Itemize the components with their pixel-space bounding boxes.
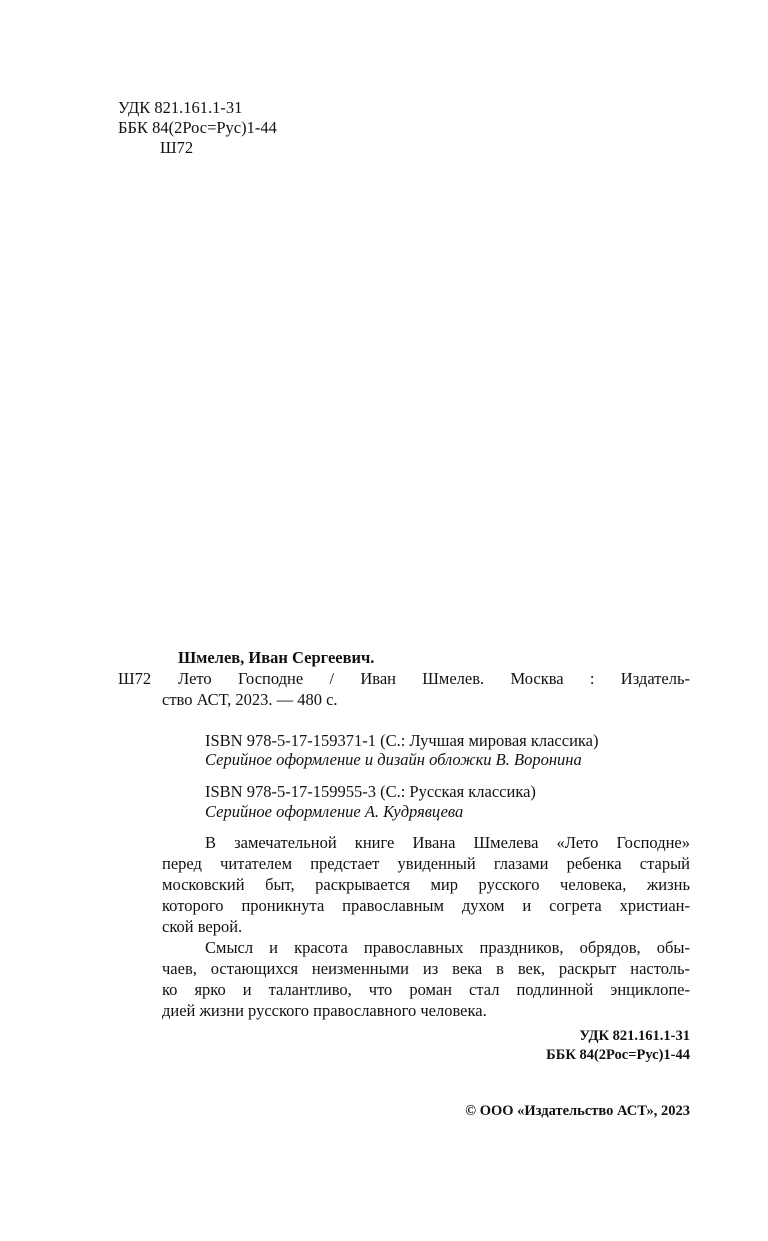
bbk-code-top: ББК 84(2Рос=Рус)1-44 bbox=[118, 118, 277, 137]
annotation-p1-line: перед читателем предстает увиденный глазами ребенка старый bbox=[162, 854, 690, 873]
bbk-code-bottom: ББК 84(2Рос=Рус)1-44 bbox=[546, 1047, 690, 1063]
udk-code-top: УДК 821.161.1-31 bbox=[118, 98, 243, 117]
annotation-p1-line: В замечательной книге Ивана Шмелева «Лето Господне» bbox=[205, 833, 690, 852]
design-credit-2: Серийное оформление А. Кудрявцева bbox=[205, 802, 464, 821]
annotation-p1-line: московский быт, раскрывается мир русского человека, жизнь bbox=[162, 875, 690, 894]
author-heading: Шмелев, Иван Сергеевич. bbox=[178, 648, 375, 667]
annotation-p2-line: ко ярко и талантливо, что роман стал подлинной энциклопе- bbox=[162, 980, 690, 999]
annotation-p2-line: дией жизни русского православного человека. bbox=[162, 1001, 487, 1020]
title-line-1: Лето Господне / Иван Шмелев. Москва : Издатель- bbox=[178, 669, 690, 688]
annotation-p1-line: которого проникнута православным духом и согрета христиан- bbox=[162, 896, 690, 915]
copyright-notice: © ООО «Издательство АСТ», 2023 bbox=[465, 1103, 690, 1119]
isbn-2: ISBN 978-5-17-159955-3 (С.: Русская классика) bbox=[205, 782, 536, 801]
udk-code-bottom: УДК 821.161.1-31 bbox=[579, 1028, 690, 1044]
author-mark-top: Ш72 bbox=[160, 138, 194, 157]
annotation-p2-line: Смысл и красота православных праздников, обрядов, обы- bbox=[205, 938, 690, 957]
title-line-2: ство АСТ, 2023. — 480 с. bbox=[162, 690, 338, 709]
design-credit-1: Серийное оформление и дизайн обложки В. Воронина bbox=[205, 750, 582, 769]
annotation-p1-line: ской верой. bbox=[162, 917, 243, 936]
author-mark-entry: Ш72 bbox=[118, 669, 152, 688]
annotation-p2-line: чаев, остающихся неизменными из века в век, раскрыт настоль- bbox=[162, 959, 690, 978]
isbn-1: ISBN 978-5-17-159371-1 (С.: Лучшая мировая классика) bbox=[205, 731, 599, 750]
